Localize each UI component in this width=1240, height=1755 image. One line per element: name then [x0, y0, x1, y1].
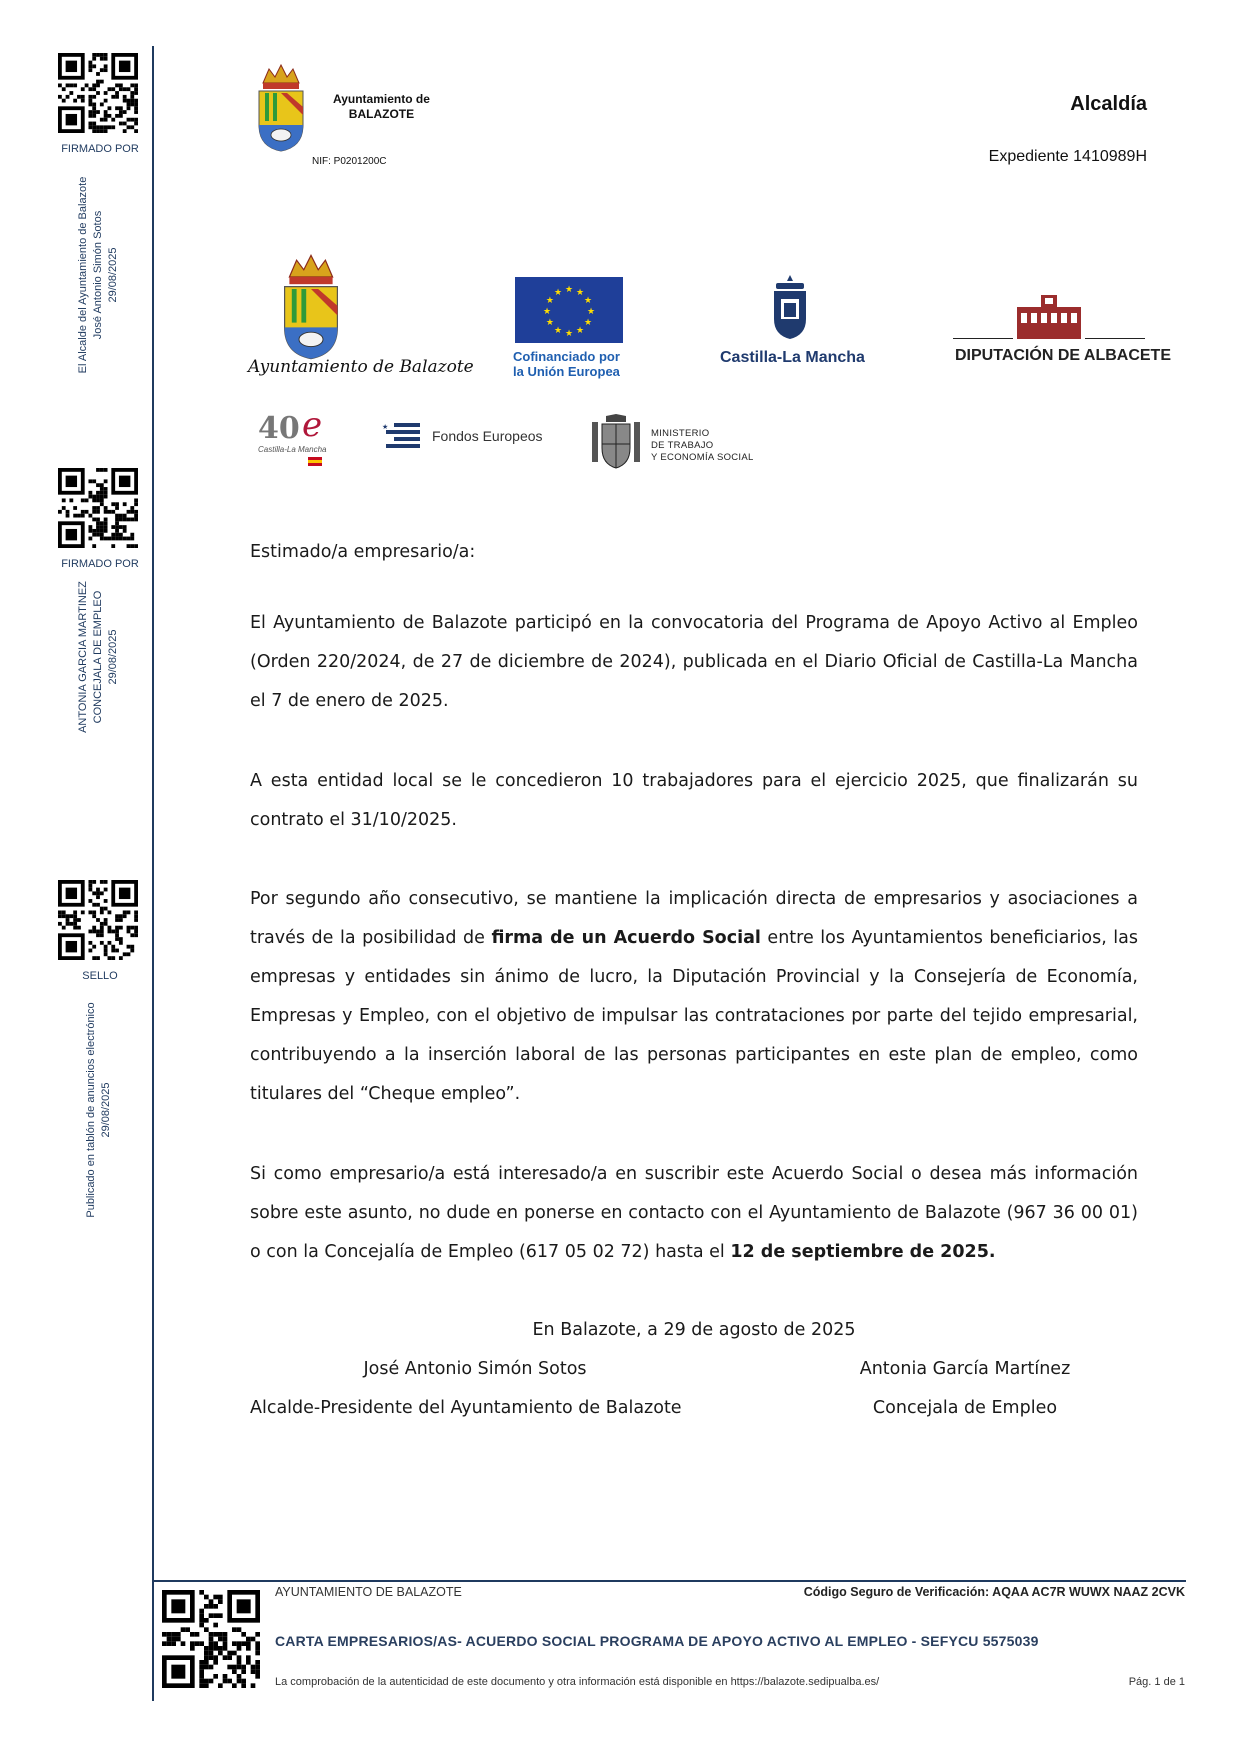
place-date: En Balazote, a 29 de agosto de 2025 [532, 1320, 856, 1340]
divider [953, 338, 1013, 339]
signer-name: Antonia García Martínez [859, 1359, 1071, 1379]
svg-text:★: ★ [545, 317, 554, 327]
diputacion-building-icon [1015, 293, 1083, 339]
signer-name: José Antonio Simón Sotos [363, 1359, 587, 1379]
paragraph: Por segundo año consecutivo, se mantiene la implicación directa de empresarios y asociaciones a través de la posibilidad de firma de un Acuerdo Social entre los Ayuntamientos beneficiarios, las empresas y entidades sin ánimo de lucro, la Diputación Provincial y la Consejería de Economía, Empresas y Empleo, con el objetivo de impulsar las contrataciones por parte del tejido empresarial, contribuyendo a la inserción laboral de las personas participantes en este plan de empleo, como titulares del “Cheque empleo”. [250, 889, 1138, 1104]
svg-text:★: ★ [575, 325, 585, 336]
qr-code-icon [58, 880, 138, 960]
signature-block-councillor: ANTONIA GARCIA MARTINEZ CONCEJALA DE EMPLEO 29/08/2025 [77, 581, 119, 733]
eu-flag-icon [515, 277, 623, 343]
qr-code-icon [162, 1590, 260, 1688]
svg-text:★: ★ [553, 286, 563, 297]
ayuntamiento-logo-text: Ayuntamiento de Balazote [248, 357, 474, 377]
diputacion-logo-text: DIPUTACIÓN DE ALBACETE [955, 347, 1171, 364]
greeting: Estimado/a empresario/a: [250, 542, 476, 562]
svg-text:★: ★ [564, 284, 574, 294]
castilla-la-mancha-logo-icon [770, 275, 810, 339]
signature-label: FIRMADO POR [61, 558, 139, 570]
divider [1085, 338, 1145, 339]
svg-text:★: ★ [584, 317, 593, 327]
verification-note: La comprobación de la autenticidad de este documento y otra información está disponible en https://balazote.sedipualba.es/ [275, 1676, 880, 1688]
footer-entity: AYUNTAMIENTO DE BALAZOTE [275, 1585, 462, 1599]
svg-text:★: ★ [542, 306, 552, 316]
paragraph: Si como empresario/a está interesado/a en suscribir este Acuerdo Social o desea más información sobre este asunto, no dude en ponerse en contacto con el Ayuntamiento de Balazote (967 36 00 01) o con la Concejalía de Empleo (617 05 02 72) hasta el 12 de septiembre de 2025. [250, 1164, 1138, 1262]
signer-role: Concejala de Empleo [872, 1398, 1058, 1418]
paragraph: El Ayuntamiento de Balazote participó en la convocatoria del Programa de Apoyo Activo al Empleo (Orden 220/2024, de 27 de diciembre de 2024), publicada en el Diario Oficial de Castilla-La Mancha el 7 de enero de 2025. [250, 613, 1138, 711]
fondos-europeos-icon [380, 421, 426, 451]
nif: NIF: P0201200C [312, 156, 387, 167]
svg-text:★: ★ [545, 295, 554, 305]
ministerio-text: MINISTERIO DE TRABAJO Y ECONOMÍA SOCIAL [651, 428, 754, 463]
paragraph: A esta entidad local se le concedieron 10 trabajadores para el ejercicio 2025, que finalizarán su contrato el 31/10/2025. [250, 771, 1138, 830]
page-number: Pág. 1 de 1 [1128, 1676, 1185, 1688]
footer-rule [154, 1580, 1186, 1582]
eu-cofinance-text: Cofinanciado por la Unión Europea [513, 349, 620, 379]
file-number: Expediente 1410989H [988, 148, 1147, 165]
aniversario-logo: 40 e Castilla-La Mancha [258, 405, 350, 475]
qr-code-icon [58, 468, 138, 548]
signer-role: Alcalde-Presidente del Ayuntamiento de Balazote [250, 1398, 682, 1418]
svg-text:★: ★ [586, 306, 596, 316]
signature-block-mayor: El Alcalde del Ayuntamiento de Balazote José Antonio Simón Sotos 29/08/2025 [77, 176, 119, 374]
svg-text:★: ★ [575, 286, 585, 297]
department-title: Alcaldía [1070, 93, 1147, 115]
spain-coat-of-arms-icon [588, 414, 644, 470]
fondos-europeos-text: Fondos Europeos [432, 428, 543, 444]
issuer-name: Ayuntamiento de BALAZOTE [333, 92, 430, 121]
coat-of-arms-icon [255, 63, 307, 153]
seal-block: Publicado en tablón de anuncios electrónico 29/08/2025 [85, 1002, 112, 1218]
svg-text:★: ★ [584, 295, 593, 305]
verification-code: Código Seguro de Verificación: AQAA AC7R WUWX NAAZ 2CVK [803, 1585, 1185, 1599]
svg-text:★: ★ [564, 328, 574, 338]
document-title: CARTA EMPRESARIOS/AS- ACUERDO SOCIAL PROGRAMA DE APOYO ACTIVO AL EMPLEO - SEFYCU 5575039 [275, 1633, 1039, 1649]
castilla-la-mancha-logo-text: Castilla-La Mancha [720, 349, 865, 366]
qr-code-icon [58, 53, 138, 133]
svg-text:★: ★ [553, 325, 563, 336]
seal-label: SELLO [82, 970, 118, 982]
svg-text:★: ★ [382, 424, 389, 431]
ayuntamiento-logo-icon [277, 253, 345, 361]
margin-rule [152, 46, 154, 1701]
signature-label: FIRMADO POR [61, 143, 139, 155]
